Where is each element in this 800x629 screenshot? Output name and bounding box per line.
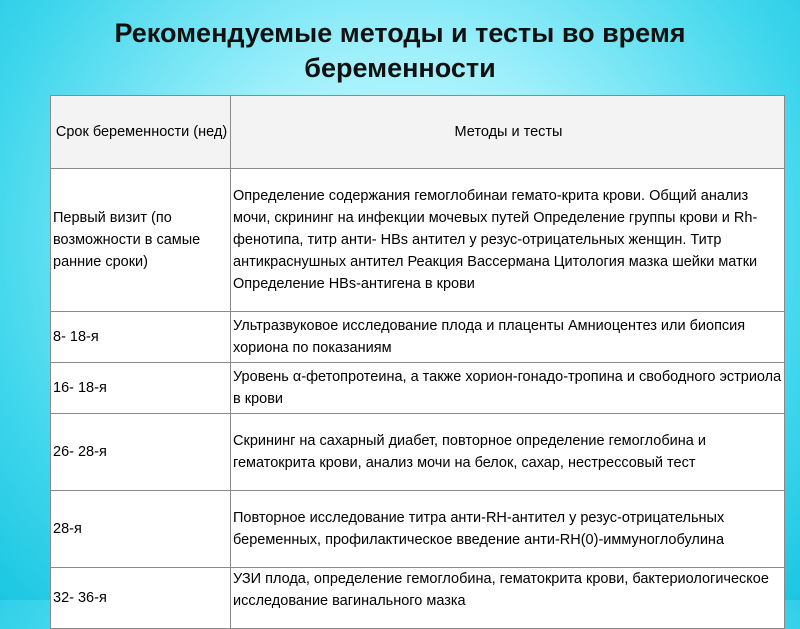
- row-methods: Уровень α-фетопротеина, а также хорион-гонадо-тропина и свободного эстриола в крови: [231, 363, 785, 414]
- table-header-row: [51, 96, 785, 169]
- row-methods: Ультразвуковое исследование плода и плаценты Амниоцентез или биопсия хориона по показаниям: [231, 312, 785, 363]
- table-row: [51, 491, 785, 568]
- slide-title: [0, 16, 800, 86]
- table-row: [51, 568, 785, 629]
- table-row: [51, 363, 785, 414]
- row-term: Первый визит (по возможности в самые ранние сроки): [51, 169, 231, 312]
- row-term: 28-я: [51, 491, 231, 568]
- header-methods: Методы и тесты: [231, 96, 785, 169]
- row-methods: Определение содержания гемоглобинаи гемато-крита крови. Общий анализ мочи, скрининг на инфекции мочевых путей Определение группы крови и Rh-фенотипа, титр анти- HBs антител у резус-отрицательных женщин. Титр антикраснушных антител Реакция Вассермана Цитология мазка шейки матки Определение HBs-антигена в крови: [231, 169, 785, 312]
- row-term: 26- 28-я: [51, 414, 231, 491]
- header-term: Срок беременности (нед): [51, 96, 231, 169]
- table-row: [51, 414, 785, 491]
- row-term: 8- 18-я: [51, 312, 231, 363]
- pregnancy-tests-table: [50, 95, 785, 629]
- table-row: [51, 312, 785, 363]
- row-term: 16- 18-я: [51, 363, 231, 414]
- table-row: [51, 169, 785, 312]
- slide-title-line-1: Рекомендуемые методы и тесты во время: [114, 18, 686, 48]
- row-methods: Повторное исследование титра анти-RH-антител у резус-отрицательных беременных, профилактическое введение анти-RH(0)-иммуноглобулина: [231, 491, 785, 568]
- row-methods: УЗИ плода, определение гемоглобина, гематокрита крови, бактериологическое исследование вагинального мазка: [231, 568, 785, 629]
- row-methods: Скрининг на сахарный диабет, повторное определение гемоглобина и гематокрита крови, анализ мочи на белок, сахар, нестрессовый тест: [231, 414, 785, 491]
- row-term: 32- 36-я: [51, 568, 231, 629]
- slide-title-line-2: беременности: [304, 53, 496, 83]
